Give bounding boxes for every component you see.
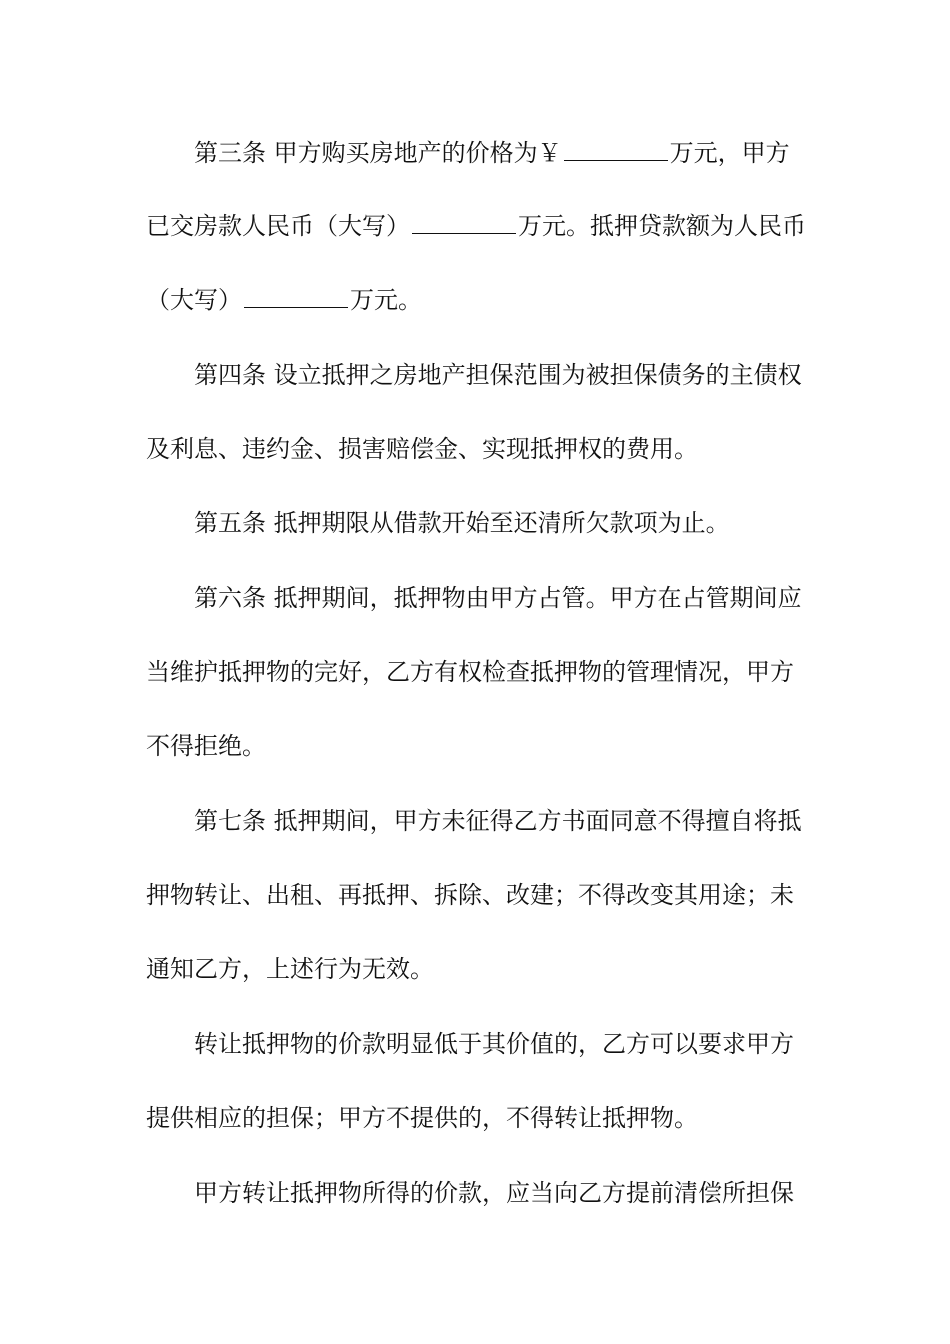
- article-3-line-2: [146, 211, 816, 241]
- article-3-text-c: 已交房款人民币（大写）: [146, 212, 410, 240]
- article-7-line-3: 通知乙方，上述行为无效。: [146, 955, 434, 983]
- article-3-line-3: [146, 285, 816, 315]
- para-transfer-low-line-2: 提供相应的担保；甲方不提供的，不得转让抵押物。: [146, 1104, 698, 1132]
- article-3-text-e: （大写）: [146, 286, 242, 314]
- article-3-text-f: 万元。: [350, 286, 422, 314]
- article-6-line-1: 第六条 抵押期间，抵押物由甲方占管。甲方在占管期间应: [194, 584, 802, 612]
- loan-amount-blank: [244, 285, 348, 308]
- article-3-text-b: 万元，甲方: [669, 139, 790, 167]
- article-7-line-2: 押物转让、出租、再抵押、拆除、改建；不得改变其用途；未: [146, 881, 794, 909]
- article-3-text-a: 第三条 甲方购买房地产的价格为￥: [194, 139, 562, 167]
- article-4-line-2: 及利息、违约金、损害赔偿金、实现抵押权的费用。: [146, 435, 698, 463]
- paid-amount-blank: [412, 211, 516, 234]
- article-3-line-1: [194, 138, 814, 168]
- article-7-line-1: 第七条 抵押期间，甲方未征得乙方书面同意不得擅自将抵: [194, 807, 802, 835]
- price-blank: [564, 138, 668, 161]
- article-3-text-d: 万元。抵押贷款额为人民币: [518, 212, 806, 240]
- article-4-line-1: 第四条 设立抵押之房地产担保范围为被担保债务的主债权: [194, 361, 802, 389]
- article-6-line-3: 不得拒绝。: [146, 732, 266, 760]
- para-transfer-low-line-1: 转让抵押物的价款明显低于其价值的，乙方可以要求甲方: [194, 1030, 794, 1058]
- article-6-line-2: 当维护抵押物的完好，乙方有权检查抵押物的管理情况，甲方: [146, 658, 794, 686]
- para-transfer-proceeds-line-1: 甲方转让抵押物所得的价款，应当向乙方提前清偿所担保: [194, 1179, 794, 1207]
- article-5-line-1: 第五条 抵押期限从借款开始至还清所欠款项为止。: [194, 509, 730, 537]
